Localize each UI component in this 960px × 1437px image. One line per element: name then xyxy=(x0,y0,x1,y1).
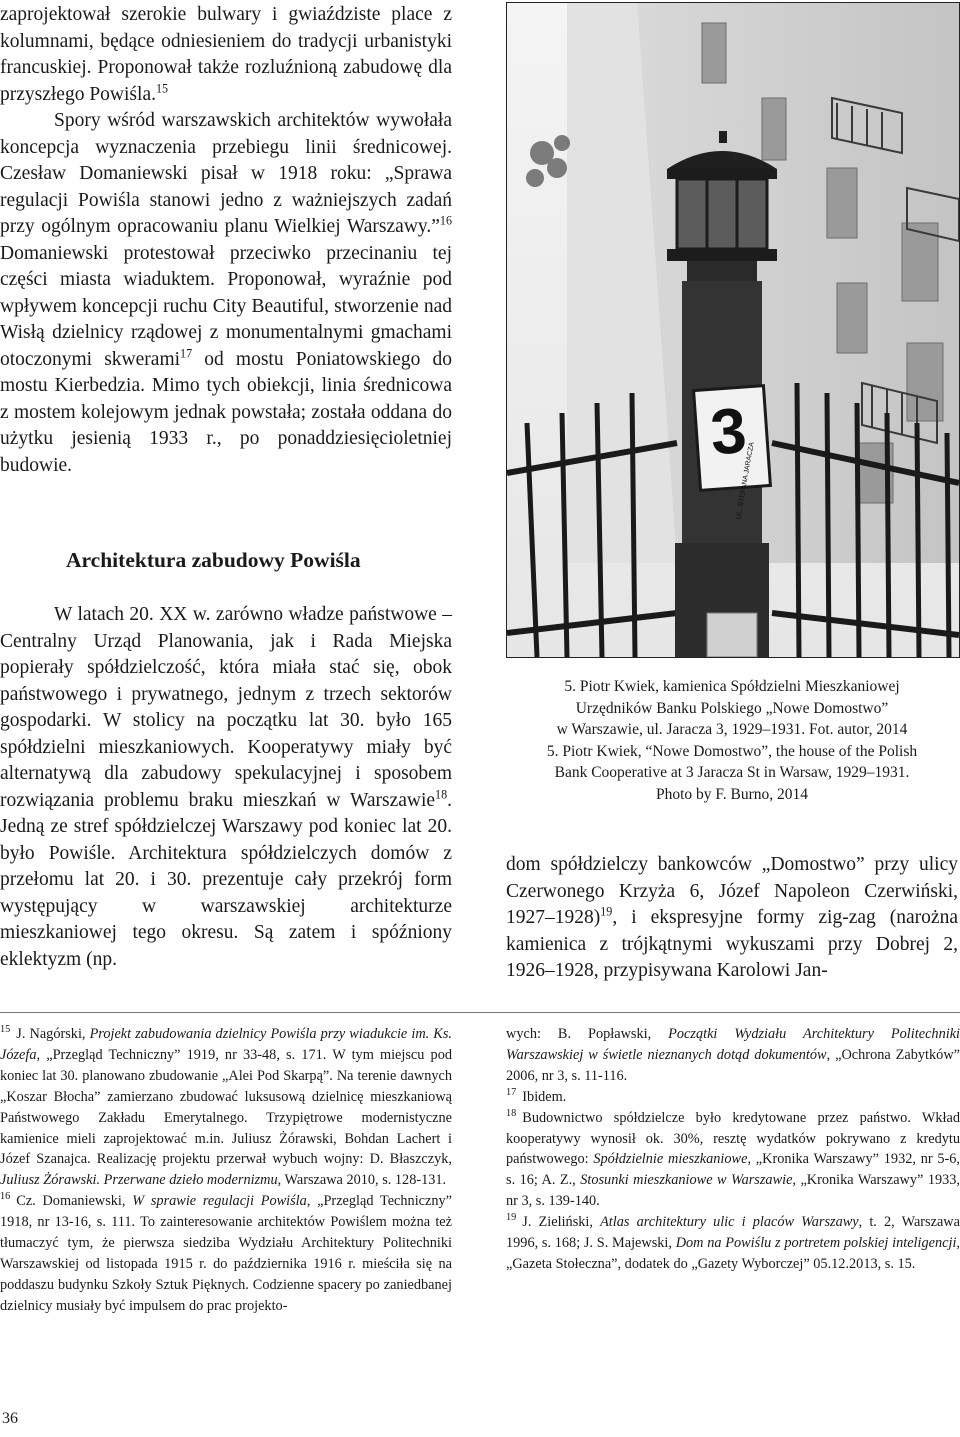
sign-street: UL. STEFANA JARACZA xyxy=(735,441,756,520)
footnotes-column-right xyxy=(506,1024,960,1275)
paragraph-text: W latach 20. XX w. zarówno władze państwowe – Centralny Urząd Planowania, jak i Rada Miejska popierały spółdzielczość, która miała stać się, obok państwowego i prywatnego, jednym z trzech sektorów gospodarki. W stolicy na początku lat 30. było 165 spółdzielni mieszkaniowych. Kooperatywy miały być alternatywą dla zabudowy spekulacyjnej i sposobem rozwiązania problemu braku mieszkań w Warszawie xyxy=(0,604,452,811)
footnote-title: Atlas architektury ulic i placów Warszawy xyxy=(600,1214,859,1231)
footnote-text: Ibidem. xyxy=(522,1088,567,1105)
caption-line-pl: Urzędników Banku Polskiego „Nowe Domostwo” xyxy=(575,699,889,717)
footnote-text: , „Ochrona Zabytków” 2006, nr 3, s. 11-116. xyxy=(506,1046,960,1084)
body-column-right-bottom xyxy=(506,852,958,985)
footnote-text: , „Przegląd Techniczny” 1919, nr 33-48, s. 171. W tym miejscu pod koniec lat 30. planowano zbudowanie „Alei Pod Skarpą”. Na terenie dawnych „Koszar Błocha” zamierzano zbudować luksusową dzielnicę mieszkaniową Państwowego Zakładu Emerytalnego. Trzypiętrowe modernistyczne kamienice mieli zaprojektować m.in. Juliusz Żórawski, Bohdan Lachert i Józef Szanajca. Realizację projektu przerwał wybuch wojny: D. Błaszczyk, xyxy=(0,1046,452,1168)
footnote-number: 18 xyxy=(506,1107,517,1119)
paragraph xyxy=(506,852,958,985)
paragraph-text: . Jedną ze stref spółdzielczej Warszawy pod koniec lat 20. było Powiśle. Architektura spółdzielczych domów z przełomu lat 20. i 30. prezentuje cały przekrój form występujący w warszawskiej architekturze mieszkaniowej tego okresu. Są zatem i spóźniony eklektyzm (np. xyxy=(0,789,452,970)
footnote-text: , „Przegląd Techniczny” 1918, nr 13-16, s. 111. To zainteresowanie architektów Powiślem można też tłumaczyć tym, że pierwsza siedziba Wydziału Architektury Politechniki Warszawskiej od listopada 1915 r. do października 1916 r. mieściła się na poddaszu budynku Szkoły Sztuk Pięknych. Codzienne spacery po zaniedbanej dzielnicy musiały być impulsem do prac projekto- xyxy=(0,1193,453,1314)
footnote-17 xyxy=(506,1087,960,1108)
paragraph-text: dom spółdzielczy bankowców „Domostwo” przy ulicy Czerwonego Krzyża 6, Józef Napoleon Czerwiński, 1927–1928) xyxy=(506,854,958,928)
footnote-ref[interactable]: 19 xyxy=(600,904,613,919)
footnote-number: 19 xyxy=(506,1212,517,1224)
footnote-18 xyxy=(506,1108,960,1213)
figure-caption xyxy=(506,676,958,805)
footnote-text: Cz. Domaniewski, xyxy=(16,1193,133,1210)
paragraph-text: od mostu Poniatowskiego do mostu Kierbedzia. Mimo tych obiekcji, linia średnicowa z mostem kolejowym jednak powstała; została oddana do użytku jesienią 1933 r., po ponaddziesięcioletniej budowie. xyxy=(0,348,452,476)
footnote-number: 17 xyxy=(506,1086,517,1098)
footnote-ref[interactable]: 17 xyxy=(180,346,193,360)
footnote-title: Juliusz Żórawski. Przerwane dzieło modernizmu xyxy=(0,1172,278,1189)
footnote-title: Dom na Powiślu z portretem polskiej inteligencji xyxy=(675,1235,957,1252)
footnote-title: Spółdzielnie mieszkaniowe xyxy=(593,1151,748,1168)
body-column-left-top xyxy=(0,2,452,479)
body-column-left-bottom xyxy=(0,602,452,973)
paragraph-text: Domaniewski protestował przeciwko przecinaniu tej części miasta wiaduktem. Proponował, wyraźnie pod wpływem koncepcji ruchu City Beautiful, stworzenie nad Wisłą dzielnicy rządowej z monumentalnymi gmachami otoczonymi skwerami xyxy=(0,242,452,370)
footnote-text: J. Nagórski, xyxy=(16,1026,90,1042)
caption-line-en: Bank Cooperative at 3 Jaracza St in Warsaw, 1929–1931. xyxy=(554,764,910,781)
paragraph-text: Spory wśród warszawskich architektów wywołała koncepcja wyznaczenia przebiegu linii średnicowej. Czesław Domaniewski pisał w 1918 roku: „Sprawa regulacji Powiśla stanowi jedno z ważniejszych zadań przy ogólnym opracowaniu planu Wielkiej Warszawy.” xyxy=(0,110,452,237)
footnote-text: , „Kronika Warszawy” 1933, nr 3, s. 139-140. xyxy=(506,1172,960,1210)
footnote-text: J. Zieliński, xyxy=(522,1214,601,1231)
footnote-ref[interactable]: 15 xyxy=(155,81,169,95)
footnote-text: , „Kronika Warszawy” 1932, nr 5-6, s. 16; A. Z., xyxy=(506,1151,960,1189)
footnote-ref[interactable]: 18 xyxy=(435,787,448,801)
footnote-text: , „Gazeta Stołeczna”, dodatek do „Gazety Wyborczej” 05.12.2013, s. 15. xyxy=(506,1235,960,1272)
page-number: 36 xyxy=(2,1410,18,1427)
footnote-title: Początki Wydziału Architektury Politechniki Warszawskiej w świetle nieznanych dotąd dokumentów xyxy=(506,1026,960,1063)
footnote-title: W sprawie regulacji Powiśla xyxy=(132,1193,307,1210)
footnote-16-continued xyxy=(506,1024,960,1087)
footnote-title: Stosunki mieszkaniowe w Warszawie xyxy=(580,1172,793,1189)
footnotes-column-left xyxy=(0,1024,452,1317)
footnote-text: , Warszawa 2010, s. 128-131. xyxy=(277,1172,447,1189)
footnote-ref[interactable]: 16 xyxy=(439,213,452,228)
paragraph xyxy=(0,602,452,973)
caption-line-pl: 5. Piotr Kwiek, kamienica Spółdzielni Mieszkaniowej xyxy=(564,678,900,695)
footnote-number: 15 xyxy=(0,1024,11,1036)
figure-photo xyxy=(506,2,960,658)
sign-number: 3 xyxy=(708,394,749,469)
caption-line-en: Photo by F. Burno, 2014 xyxy=(655,785,809,803)
footnote-16 xyxy=(0,1191,452,1316)
footnote-text: wych: B. Popławski, xyxy=(506,1026,669,1042)
footnote-title: Projekt zabudowania dzielnicy Powiśla przy wiadukcie im. Ks. Józefa xyxy=(0,1026,452,1063)
paragraph xyxy=(0,108,452,479)
paragraph xyxy=(0,2,452,108)
footnote-text: Budownictwo spółdzielcze było kredytowane przez państwo. Wkład kooperatywy wynosił ok. 30%, resztę wydatków pokrywano z kredytu państwowego: xyxy=(506,1109,960,1168)
building-photo-illustration xyxy=(507,3,959,657)
section-heading: Architektura zabudowy Powiśla xyxy=(66,548,361,572)
caption-line-pl: w Warszawie, ul. Jaracza 3, 1929–1931. Fot. autor, 2014 xyxy=(556,721,908,738)
footnote-number: 16 xyxy=(0,1191,11,1203)
footnote-19 xyxy=(506,1212,960,1275)
paragraph-text: , i ekspresyjne formy zig-zag (narożna kamienica z trójkątnymi wykuszami przy Dobrej 2, 1926–1928, przypisywana Karolowi Jan- xyxy=(506,907,958,981)
caption-line-en: 5. Piotr Kwiek, “Nowe Domostwo”, the house of the Polish xyxy=(546,742,918,760)
footnote-15 xyxy=(0,1024,452,1191)
footnote-text: , t. 2, Warszawa 1996, s. 168; J. S. Majewski, xyxy=(506,1214,960,1252)
footnote-divider xyxy=(0,1012,960,1013)
paragraph-text: zaprojektował szerokie bulwary i gwiaździste place z kolumnami, będące odniesieniem do tradycji urbanistyki francuskiej. Proponował także rozluźnioną zabudowę dla przyszłego Powiśla. xyxy=(0,4,452,105)
